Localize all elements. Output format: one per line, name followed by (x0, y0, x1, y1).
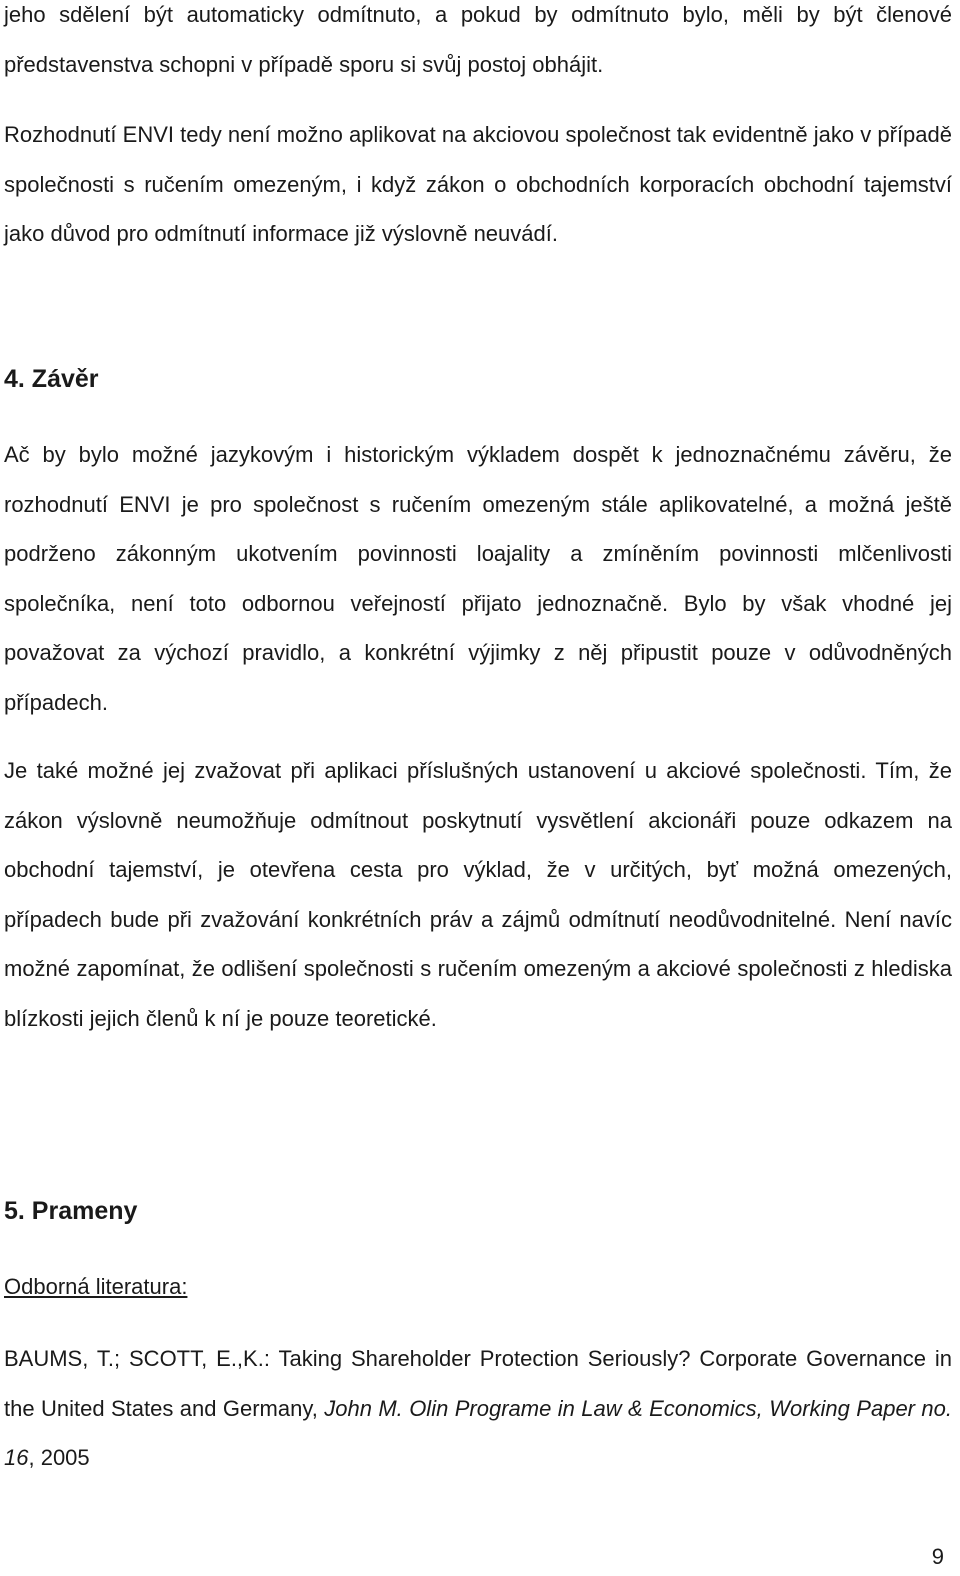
reference-entry (4, 1334, 952, 1483)
reference-series: John M. Olin Programe in Law & Economics, Working Paper no. 16 (4, 1395, 952, 1470)
section-5-heading: 5. Prameny (4, 1197, 138, 1225)
reference-authors: BAUMS, T.; SCOTT, E.,K.: (4, 1346, 279, 1371)
reference-year: , 2005 (28, 1445, 90, 1470)
conclusion-paragraph-2: Je také možné jej zvažovat při aplikaci příslušných ustanovení u akciové společnosti. Tím, že zákon výslovně neumožňuje odmítnout poskytnutí vysvětlení akcionáři pouze odkazem na obchodní tajemství, je otevřena cesta pro výklad, že v určitých, byť možná omezených, případech bude při zvažování konkrétních práv a zájmů odmítnutí neodůvodnitelné. Není navíc možné zapomínat, že odlišení společnosti s ručením omezeným a akciové společnosti z hlediska blízkosti jejich členů k ní je pouze teoretické. (4, 758, 952, 1031)
document-page (4, 0, 952, 1576)
intro-paragraph-1: jeho sdělení být automaticky odmítnuto, a pokud by odmítnuto bylo, měli by být členové představenstva schopni v případě sporu si svůj postoj obhájit. (4, 2, 952, 77)
page-number: 9 (931, 1544, 944, 1569)
conclusion-paragraph-1: Ač by bylo možné jazykovým i historickým výkladem dospět k jednoznačnému závěru, že rozhodnutí ENVI je pro společnost s ručením omezeným stále aplikovatelné, a možná ještě podrženo zákonným ukotvením povinnosti loajality a zmíněním povinnosti mlčenlivosti společníka, není toto odbornou veřejností přijato jednoznačně. Bylo by však vhodné jej považovat za výchozí pravidlo, a konkrétní výjimky z něj připustit pouze v odůvodněných případech. (4, 442, 952, 715)
literature-subheading: Odborná literatura: (4, 1274, 188, 1299)
reference-title: Taking Shareholder Protection Seriously? Corporate Governance in the United States and Germany, (4, 1346, 952, 1421)
section-4-heading: 4. Závěr (4, 365, 99, 393)
intro-paragraph-2: Rozhodnutí ENVI tedy není možno aplikovat na akciovou společnost tak evidentně jako v případě společnosti s ručením omezeným, i když zákon o obchodních korporacích obchodní tajemství jako důvod pro odmítnutí informace již výslovně neuvádí. (4, 122, 952, 246)
